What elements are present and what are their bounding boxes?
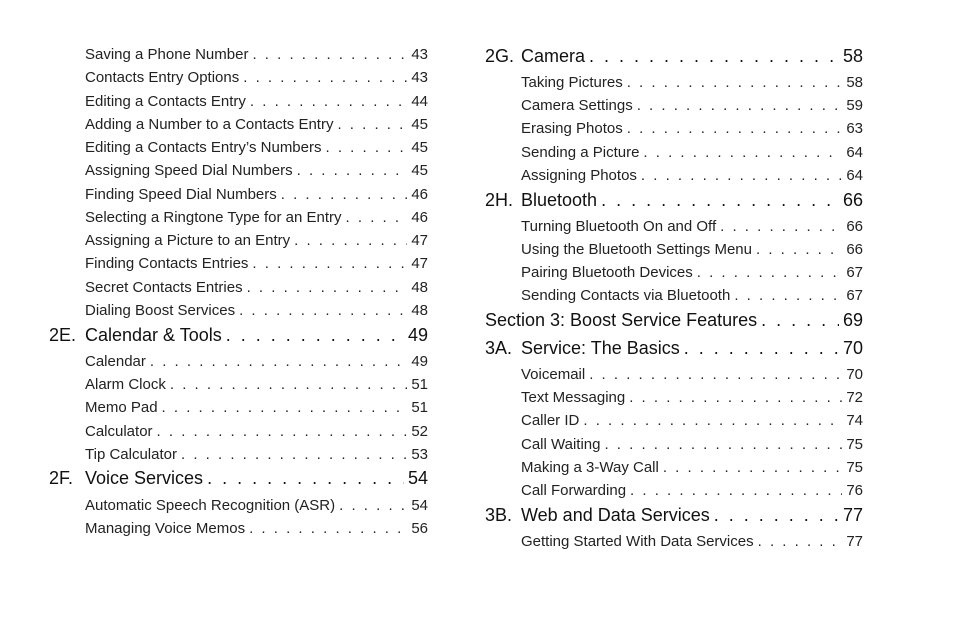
toc-entry[interactable] [521,412,863,429]
dot-leader [346,209,408,226]
toc-entry[interactable] [521,97,863,114]
toc-entry-page: 52 [411,423,428,440]
dot-leader [604,436,842,453]
toc-entry-page: 44 [411,93,428,110]
toc-entry-title: Sending a Picture [521,144,640,161]
toc-entry[interactable] [85,279,428,296]
toc-entry-page: 49 [411,353,428,370]
dot-leader [720,218,842,235]
dot-leader [630,482,842,499]
dot-leader [226,325,404,346]
toc-chapter-page: 58 [842,46,863,66]
dot-leader [243,69,407,86]
toc-entry-page: 56 [411,520,428,537]
dot-leader [601,190,839,211]
toc-entry-page: 76 [846,482,863,499]
dot-leader [239,302,407,319]
dot-leader [583,412,842,429]
toc-chapter-title: Calendar & Tools [85,325,222,345]
toc-entry-page: 72 [846,389,863,406]
toc-entry[interactable] [85,446,428,463]
toc-chapter-code: 2G. [485,46,515,66]
toc-chapter-code: 2H. [485,190,514,210]
toc-entry[interactable] [85,209,428,226]
dot-leader [627,74,843,91]
toc-entry[interactable] [85,69,428,86]
dot-leader [326,139,408,156]
toc-entry-page: 67 [846,264,863,281]
dot-leader [207,468,404,489]
dot-leader [281,186,408,203]
toc-entry[interactable] [521,482,863,499]
toc-entry-page: 66 [846,218,863,235]
toc-chapter-code: 2F. [49,468,74,488]
toc-chapter-page: 54 [407,468,428,488]
dot-leader [252,255,407,272]
toc-entry-title: Calculator [85,423,153,440]
toc-entry-page: 47 [411,255,428,272]
dot-leader [629,389,842,406]
dot-leader [181,446,407,463]
toc-entry-title: Editing a Contacts Entry’s Numbers [85,139,322,156]
dot-leader [663,459,842,476]
toc-entry-title: Automatic Speech Recognition (ASR) [85,497,336,514]
toc-entry[interactable] [521,218,863,235]
toc-entry-title: Memo Pad [85,399,158,416]
toc-entry-title: Assigning a Picture to an Entry [85,232,291,249]
toc-entry-page: 75 [846,436,863,453]
toc-entry[interactable] [85,116,428,133]
toc-chapter-page: 77 [842,505,863,525]
toc-entry[interactable] [85,520,428,537]
dot-leader [643,144,842,161]
toc-entry-title: Getting Started With Data Services [521,533,754,550]
dot-leader [641,167,842,184]
toc-entry-title: Call Forwarding [521,482,627,499]
toc-chapter-page: 49 [407,325,428,345]
dot-leader [170,376,407,393]
dot-leader [758,533,843,550]
toc-entry[interactable] [521,389,863,406]
toc-entry[interactable] [521,167,863,184]
toc-chapter-code: 2E. [49,325,77,345]
toc-entry[interactable] [85,162,428,179]
dot-leader [337,116,407,133]
toc-entry-page: 51 [411,376,428,393]
toc-entry-page: 66 [846,241,863,258]
toc-entry-title: Making a 3-Way Call [521,459,659,476]
dot-leader [684,338,839,359]
toc-entry-title: Text Messaging [521,389,626,406]
toc-entry-title: Contacts Entry Options [85,69,240,86]
dot-leader [247,279,408,296]
toc-entry-page: 70 [846,366,863,383]
toc-entry-title: Call Waiting [521,436,601,453]
toc-entry-page: 48 [411,279,428,296]
toc-chapter[interactable] [485,190,863,211]
dot-leader [162,399,408,416]
toc-entry-title: Camera Settings [521,97,633,114]
toc-entry-page: 46 [411,186,428,203]
toc-chapter-title: Web and Data Services [521,505,710,525]
toc-entry-title: Managing Voice Memos [85,520,246,537]
toc-entry[interactable] [521,74,863,91]
toc-chapter-page: 66 [842,190,863,210]
toc-entry[interactable] [521,287,863,304]
toc-entry-page: 43 [411,69,428,86]
dot-leader [589,366,842,383]
toc-entry-title: Caller ID [521,412,580,429]
toc-entry[interactable] [85,93,428,110]
toc-entry[interactable] [521,120,863,137]
toc-entry-page: 46 [411,209,428,226]
toc-entry-page: 58 [846,74,863,91]
toc-section-page: 69 [842,310,863,330]
toc-entry[interactable] [85,399,428,416]
toc-entry-title: Assigning Photos [521,167,637,184]
toc-chapter[interactable] [485,46,863,67]
toc-entry[interactable] [521,264,863,281]
dot-leader [734,287,842,304]
toc-entry-title: Erasing Photos [521,120,623,137]
toc-entry-page: 59 [846,97,863,114]
dot-leader [761,310,839,331]
dot-leader [714,505,839,526]
toc-chapter-title: Camera [521,46,586,66]
dot-leader [637,97,843,114]
toc-chapter[interactable] [485,505,863,526]
toc-entry[interactable] [85,423,428,440]
dot-leader [589,46,839,67]
toc-entry[interactable] [521,366,863,383]
toc-entry[interactable] [85,376,428,393]
toc-entry-title: Alarm Clock [85,376,166,393]
toc-entry-page: 64 [846,144,863,161]
dot-leader [150,353,407,370]
toc-entry-title: Taking Pictures [521,74,623,91]
toc-entry[interactable] [85,186,428,203]
toc-chapter-title: Service: The Basics [521,338,680,358]
toc-chapter-code: 3A. [485,338,513,358]
toc-entry[interactable] [85,497,428,514]
toc-entry[interactable] [85,353,428,370]
toc-entry-title: Adding a Number to a Contacts Entry [85,116,334,133]
dot-leader [157,423,408,440]
toc-entry-title: Editing a Contacts Entry [85,93,246,110]
toc-chapter[interactable] [485,338,863,359]
toc-entry-page: 74 [846,412,863,429]
toc-entry-page: 51 [411,399,428,416]
dot-leader [294,232,407,249]
dot-leader [249,520,407,537]
toc-entry-title: Turning Bluetooth On and Off [521,218,717,235]
toc-entry-page: 67 [846,287,863,304]
toc-entry-page: 45 [411,162,428,179]
toc-chapter[interactable] [49,325,428,346]
dot-leader [756,241,842,258]
toc-entry-page: 43 [411,46,428,63]
toc-entry[interactable] [85,46,428,63]
toc-entry-page: 64 [846,167,863,184]
toc-chapter-page: 70 [842,338,863,358]
dot-leader [250,93,407,110]
toc-entry-title: Calendar [85,353,146,370]
toc-entry-title: Using the Bluetooth Settings Menu [521,241,752,258]
toc-entry-title: Secret Contacts Entries [85,279,243,296]
dot-leader [252,46,407,63]
dot-leader [339,497,407,514]
toc-entry-page: 45 [411,116,428,133]
toc-entry[interactable] [85,139,428,156]
toc-chapter-code: 3B. [485,505,513,525]
toc-entry-page: 48 [411,302,428,319]
toc-entry-page: 45 [411,139,428,156]
toc-entry-title: Finding Speed Dial Numbers [85,186,277,203]
dot-leader [697,264,843,281]
toc-chapter-title: Voice Services [85,468,204,488]
toc-entry[interactable] [521,144,863,161]
toc-entry[interactable] [85,302,428,319]
toc-chapter[interactable] [49,468,428,489]
toc-section[interactable] [485,310,863,331]
toc-section-title: Section 3: Boost Service Features [485,310,758,330]
toc-entry-title: Assigning Speed Dial Numbers [85,162,293,179]
toc-entry-title: Tip Calculator [85,446,177,463]
toc-entry-title: Pairing Bluetooth Devices [521,264,693,281]
toc-entry-page: 47 [411,232,428,249]
toc-entry[interactable] [521,533,863,550]
dot-leader [627,120,843,137]
toc-entry[interactable] [521,241,863,258]
toc-chapter-title: Bluetooth [521,190,598,210]
toc-entry-page: 53 [411,446,428,463]
toc-entry-title: Voicemail [521,366,586,383]
dot-leader [297,162,408,179]
toc-entry-page: 63 [846,120,863,137]
toc-entry-title: Finding Contacts Entries [85,255,249,272]
toc-entry[interactable] [521,436,863,453]
toc-entry-title: Saving a Phone Number [85,46,249,63]
toc-entry[interactable] [85,255,428,272]
toc-entry[interactable] [521,459,863,476]
toc-entry-page: 54 [411,497,428,514]
toc-entry-page: 77 [846,533,863,550]
toc-entry-title: Sending Contacts via Bluetooth [521,287,731,304]
toc-entry-title: Selecting a Ringtone Type for an Entry [85,209,342,226]
toc-entry[interactable] [85,232,428,249]
toc-entry-page: 75 [846,459,863,476]
toc-entry-title: Dialing Boost Services [85,302,236,319]
